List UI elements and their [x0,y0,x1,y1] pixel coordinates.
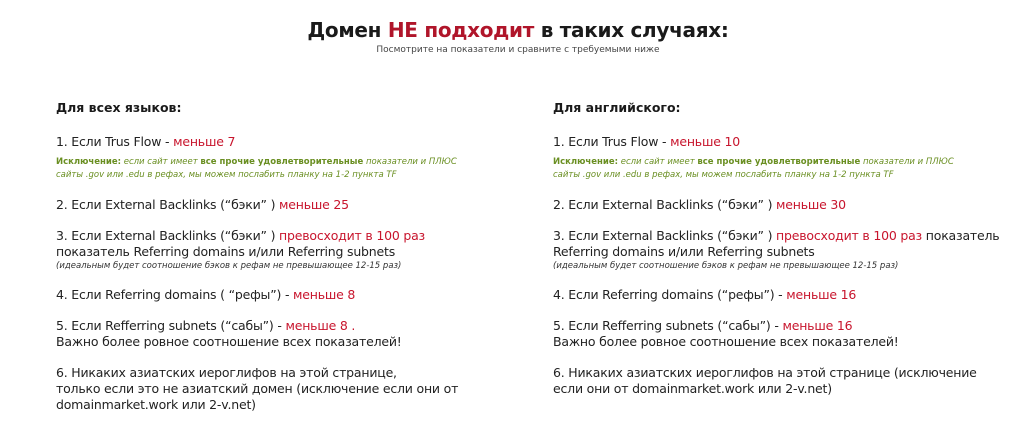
rule-line-2: показатель Referring domains и/или Referring subnets [56,244,396,259]
rule-line-2: если они от domainmarket.work или 2-v.net) [553,381,832,396]
rule-text: 4. Если Referring domains ( “рефы”) - [56,287,294,302]
rule-note: (идеальным будет соотношение бэков к рефам не превышающее 12-15 раз) [56,261,402,271]
rule-value: меньше 16 [786,287,857,302]
rule-text: 5. Если Refferring subnets (“сабы”) - [553,318,783,333]
rule-value: меньше 8 . [285,318,356,333]
exception-text-a: если сайт имеет [618,157,698,167]
rule-line-1: 6. Никаких азиатских иероглифов на этой странице (исключение [553,365,977,380]
title-accent: НЕ подходит [387,18,535,42]
rule-value: меньше 16 [782,318,853,333]
rule-asian-characters [56,365,526,413]
rule-value: меньше 30 [776,197,846,212]
exception-note [56,156,526,182]
rule-referring-subnets [553,318,1023,350]
rule-line-2: Важно более ровное соотношение всех показателей! [553,334,899,349]
rule-external-backlinks [553,197,1023,213]
rule-value: превосходит в 100 раз [776,228,922,243]
column-heading: Для всех языков: [56,100,182,115]
rule-text: 2. Если External Backlinks (“бэки” ) [56,197,280,212]
rule-asian-characters [553,365,1023,397]
exception-text-bold: все прочие удовлетворительные [200,157,364,167]
exception-text-c: показатели и ПЛЮС [363,157,457,167]
exception-line-2: сайты .gov или .edu в рефах, мы можем послабить планку на 1-2 пункта TF [553,170,894,180]
rule-external-backlinks [56,197,526,213]
exception-line-1 [56,156,526,169]
title-start: Домен [307,18,388,42]
page-title [0,18,1036,42]
rule-value: меньше 25 [279,197,349,212]
rule-text: 1. Если Trus Flow - [56,134,174,149]
rule-text: 5. Если Refferring subnets (“сабы”) - [56,318,286,333]
rule-trust-flow [553,134,1023,150]
rule-line-1 [553,228,1023,244]
column-heading: Для английского: [553,100,681,115]
rule-trust-flow [56,134,526,150]
exception-label: Исключение: [553,157,619,167]
rule-value: меньше 7 [173,134,236,149]
rule-text: 2. Если External Backlinks (“бэки” ) [553,197,777,212]
rule-line-1 [56,228,526,244]
rule-backlinks-ratio [553,228,1023,272]
rule-referring-domains [56,287,526,303]
all-languages-column [56,100,526,428]
title-end: в таких случаях: [534,18,729,42]
exception-line-1 [553,156,1023,169]
rule-backlinks-ratio [56,228,526,272]
rule-note: (идеальным будет соотношение бэков к рефам не превышающее 12-15 раз) [553,261,899,271]
rule-line-1: 6. Никаких азиатских иероглифов на этой странице, [56,365,397,380]
rule-line-1 [56,318,526,334]
rule-line-2: только если это не азиатский домен (исключение если они от [56,381,459,396]
rule-text: 3. Если External Backlinks (“бэки” ) [553,228,777,243]
rule-line-1 [553,318,1023,334]
rule-text: 4. Если Referring domains (“рефы”) - [553,287,787,302]
rule-referring-domains [553,287,1023,303]
rule-value: превосходит в 100 раз [279,228,425,243]
exception-line-2: сайты .gov или .edu в рефах, мы можем послабить планку на 1-2 пункта TF [56,170,397,180]
rule-line-3: domainmarket.work или 2-v.net) [56,397,256,412]
rule-referring-subnets [56,318,526,350]
rule-line-2: Referring domains и/или Referring subnets [553,244,815,259]
rule-text-tail: показатель [922,228,1000,243]
exception-text-a: если сайт имеет [121,157,201,167]
exception-text-bold: все прочие удовлетворительные [697,157,861,167]
exception-note [553,156,1023,182]
english-column [553,100,1023,412]
rule-value: меньше 8 [293,287,356,302]
rule-line-2: Важно более ровное соотношение всех показателей! [56,334,402,349]
exception-label: Исключение: [56,157,122,167]
rule-value: меньше 10 [670,134,740,149]
rule-text: 1. Если Trus Flow - [553,134,671,149]
page-subtitle: Посмотрите на показатели и сравните с требуемыми ниже [376,45,660,55]
exception-text-c: показатели и ПЛЮС [860,157,954,167]
rule-text: 3. Если External Backlinks (“бэки” ) [56,228,280,243]
